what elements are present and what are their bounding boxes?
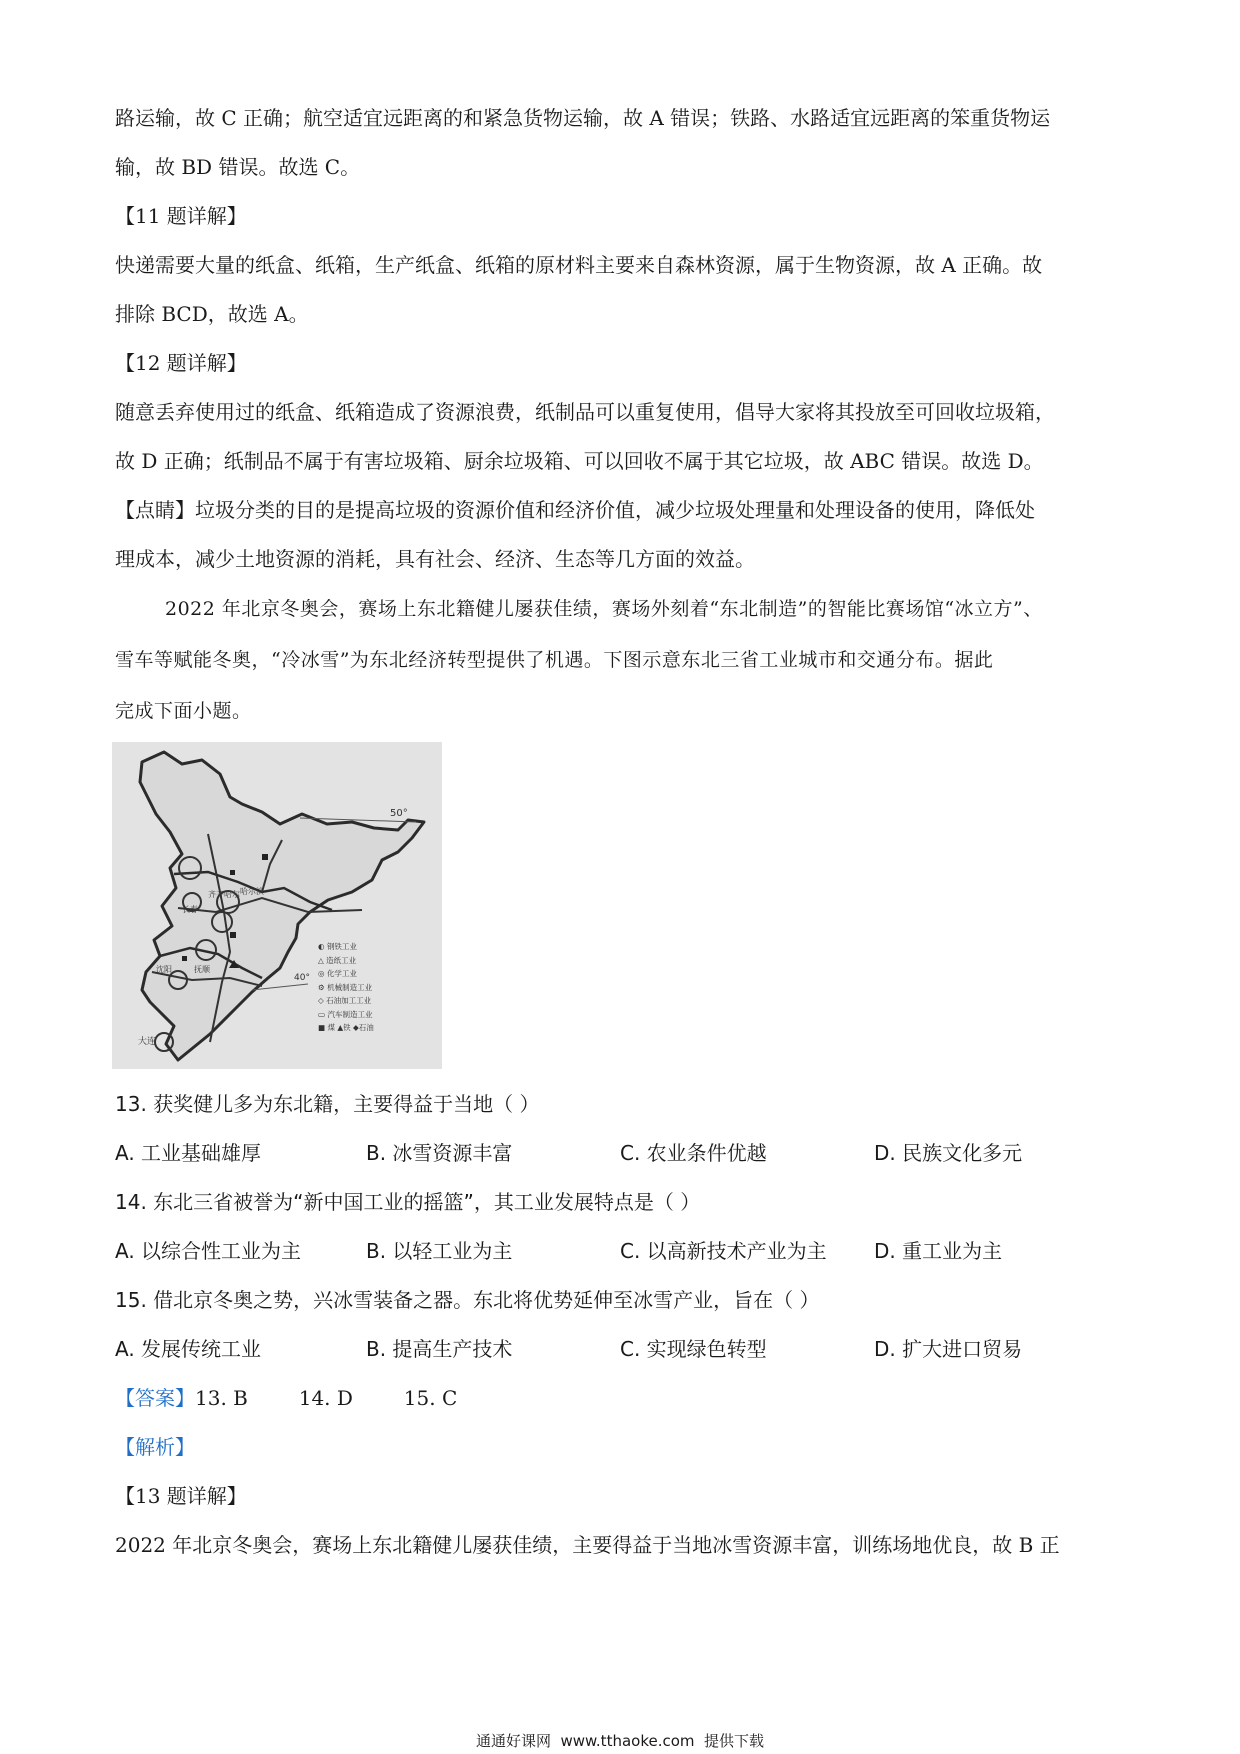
- legend-item: △ 造纸工业: [318, 955, 357, 965]
- q15-option-c: C. 实现绿色转型: [620, 1337, 767, 1361]
- paragraph-line: 输，故 BD 错误。故选 C。: [115, 155, 361, 179]
- map-legend: [318, 940, 438, 1035]
- q14-option-a: A. 以综合性工业为主: [115, 1239, 302, 1263]
- paragraph-line: 路运输，故 C 正确；航空适宜远距离的和紧急货物运输，故 A 错误；铁路、水路适宜远距离的笨重货物运: [115, 106, 1051, 130]
- section-heading-11: 【11 题详解】: [115, 204, 247, 228]
- question-15-stem: 15. 借北京冬奥之势，兴冰雪装备之器。东北将优势延伸至冰雪产业，旨在（ ）: [115, 1288, 820, 1312]
- section-heading-12: 【12 题详解】: [115, 351, 247, 375]
- paragraph-line: 2022 年北京冬奥会，赛场上东北籍健儿屡获佳绩，主要得益于当地冰雪资源丰富，训练场地优良，故 B 正: [115, 1533, 1060, 1557]
- answer-values: 13. B 14. D 15. C: [195, 1386, 458, 1410]
- latitude-label-40: 40°: [294, 973, 310, 983]
- page-footer: 通通好课网 www.tthaoke.com 提供下载: [475, 1732, 765, 1750]
- legend-item: ▭ 汽车制造工业: [318, 1009, 373, 1019]
- analysis-label: 【解析】: [115, 1435, 195, 1459]
- northeast-industry-map: [112, 742, 442, 1069]
- paragraph-line: 排除 BCD，故选 A。: [115, 302, 309, 326]
- intro-line: 完成下面小题。: [115, 700, 252, 722]
- q14-option-c: C. 以高新技术产业为主: [620, 1239, 827, 1263]
- chemical-icon: ◎: [318, 969, 325, 978]
- intro-line: 2022 年北京冬奥会，赛场上东北籍健儿屡获佳绩，赛场外刻着“东北制造”的智能比赛场馆“冰立方”、: [165, 598, 1043, 620]
- paper-icon: △: [318, 955, 324, 965]
- answer-label: 【答案】: [115, 1386, 195, 1410]
- city-label-qiqihar: 齐齐哈尔: [208, 890, 240, 899]
- legend-item: ■ 煤 ▲铁 ◆石油: [318, 1023, 374, 1032]
- city-label-shenyang: 沈阳: [156, 965, 172, 974]
- question-13-stem: 13. 获奖健儿多为东北籍，主要得益于当地（ ）: [115, 1092, 540, 1116]
- legend-item: ◐ 钢铁工业: [318, 942, 357, 951]
- paragraph-line: 故 D 正确；纸制品不属于有害垃圾箱、厨余垃圾箱、可以回收不属于其它垃圾，故 ABC 错误。故选 D。: [115, 449, 1044, 473]
- q13-option-d: D. 民族文化多元: [874, 1141, 1023, 1165]
- answer-line: [115, 1384, 457, 1412]
- coal-symbol: [182, 956, 187, 961]
- automobile-icon: ▭: [318, 1009, 326, 1019]
- q13-option-b: B. 冰雪资源丰富: [366, 1141, 513, 1165]
- coal-symbol: [230, 870, 235, 875]
- steel-icon: ◐: [318, 942, 325, 951]
- q13-option-c: C. 农业条件优越: [620, 1141, 767, 1165]
- tip-line: 【点睛】垃圾分类的目的是提高垃圾的资源价值和经济价值，减少垃圾处理量和处理设备的使用，降低处: [115, 498, 1035, 522]
- oil-symbol: [230, 932, 236, 938]
- question-14-stem: 14. 东北三省被誉为“新中国工业的摇篮”，其工业发展特点是（ ）: [115, 1190, 701, 1214]
- city-label-harbin: 哈尔滨: [240, 887, 264, 896]
- city-label-changchun: 长春: [182, 905, 198, 914]
- q14-option-d: D. 重工业为主: [874, 1239, 1003, 1263]
- legend-item: ◎ 化学工业: [318, 969, 357, 978]
- legend-item: ⚙ 机械制造工业: [318, 982, 373, 992]
- section-heading-13: 【13 题详解】: [115, 1484, 247, 1508]
- coal-iron-oil-icon: ■: [318, 1023, 326, 1032]
- intro-line: 雪车等赋能冬奥，“冷冰雪”为东北经济转型提供了机遇。下图示意东北三省工业城市和交通分布。据此: [115, 649, 994, 671]
- paragraph-line: 快递需要大量的纸盒、纸箱，生产纸盒、纸箱的原材料主要来自森林资源，属于生物资源，故 A 正确。故: [115, 253, 1043, 277]
- paragraph-line: 理成本，减少土地资源的消耗，具有社会、经济、生态等几方面的效益。: [115, 547, 755, 571]
- city-label-dalian: 大连: [138, 1037, 157, 1047]
- q15-option-d: D. 扩大进口贸易: [874, 1337, 1023, 1361]
- q14-option-b: B. 以轻工业为主: [366, 1239, 513, 1263]
- q13-option-a: A. 工业基础雄厚: [115, 1141, 262, 1165]
- latitude-label-50: 50°: [390, 808, 408, 819]
- machinery-icon: ⚙: [318, 982, 325, 992]
- coal-symbol: [262, 854, 268, 860]
- q15-option-b: B. 提高生产技术: [366, 1337, 513, 1361]
- paragraph-line: 随意丢弃使用过的纸盒、纸箱造成了资源浪费，纸制品可以重复使用，倡导大家将其投放至可回收垃圾箱，: [115, 400, 1055, 424]
- legend-item: ◇ 石油加工工业: [318, 996, 372, 1005]
- oil-refining-icon: ◇: [318, 996, 324, 1005]
- q15-option-a: A. 发展传统工业: [115, 1337, 262, 1361]
- city-label-fushun: 抚顺: [194, 965, 210, 974]
